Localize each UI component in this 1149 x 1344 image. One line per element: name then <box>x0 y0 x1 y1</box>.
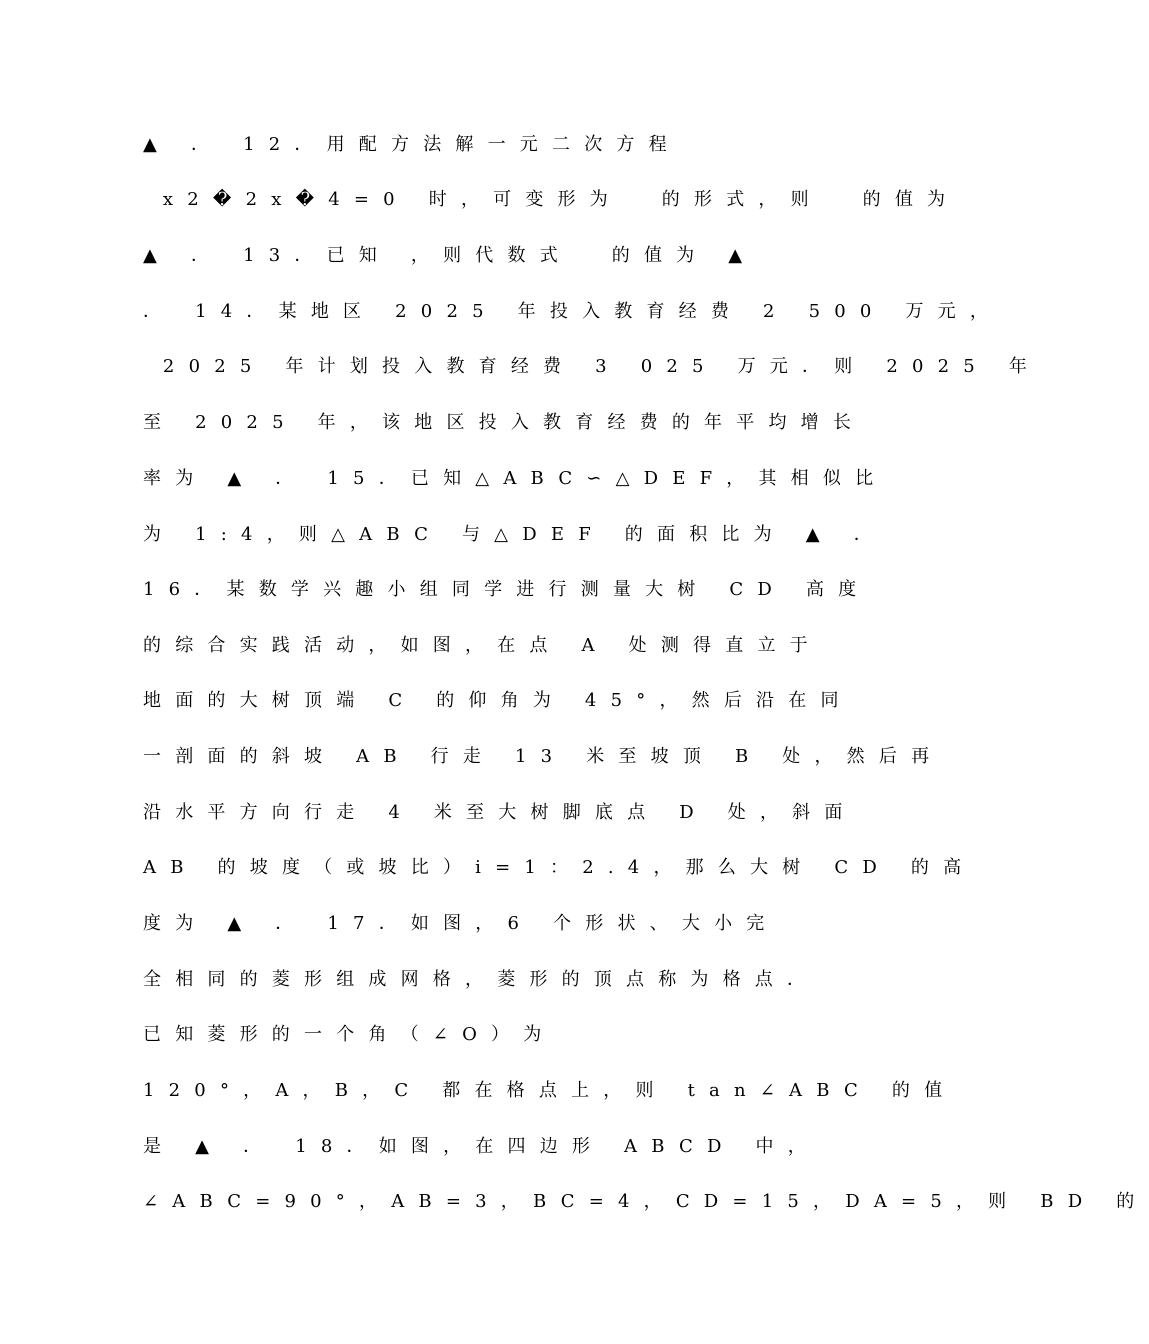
text-line: 已知菱形的一个角（∠O）为 <box>143 1024 556 1045</box>
text-line: 沿水平方向行走 4 米至大树脚底点 D 处，斜面 <box>143 802 857 823</box>
text-line: 率为 ▲ ． 15．已知△ABC∽△DEF，其相似比 <box>143 468 888 489</box>
text-line: 全相同的菱形组成网格，菱形的顶点称为格点． <box>143 969 820 990</box>
text-line: 地面的大树顶端 C 的仰角为 45°，然后沿在同 <box>143 690 853 711</box>
text-line: AB 的坡度（或坡比）i=1：2.4，那么大树 CD 的高 <box>143 857 976 878</box>
text-line: x2�2x�4=0 时，可变形为 的形式，则 的值为 <box>143 189 960 210</box>
text-line: 的综合实践活动，如图，在点 A 处测得直立于 <box>143 635 822 656</box>
text-line: 2025 年计划投入教育经费 3 025 万元．则 2025 年 <box>143 356 1042 377</box>
text-line: 120°，A，B，C 都在格点上，则 tan∠ABC 的值 <box>143 1080 957 1101</box>
text-line: ▲ ． 12．用配方法解一元二次方程 <box>143 134 681 155</box>
text-line: 16．某数学兴趣小组同学进行测量大树 CD 高度 <box>143 579 871 600</box>
text-line: ． 14．某地区 2025 年投入教育经费 2 500 万元， <box>143 301 1003 322</box>
text-line: 至 2025 年，该地区投入教育经费的年平均增长 <box>143 412 866 433</box>
text-line: 是 ▲ ． 18．如图，在四边形 ABCD 中， <box>143 1136 820 1157</box>
text-line: 为 1:4，则△ABC 与△DEF 的面积比为 ▲ ． <box>143 524 886 545</box>
text-line: 一剖面的斜坡 AB 行走 13 米至坡顶 B 处，然后再 <box>143 746 944 767</box>
text-line: ∠ABC=90°，AB=3，BC=4，CD=15，DA=5，则 BD 的 <box>143 1191 1149 1212</box>
text-line: ▲ ． 13．已知 ，则代数式 的值为 ▲ <box>143 245 757 266</box>
text-line: 度为 ▲ ． 17．如图，6 个形状、大小完 <box>143 913 779 934</box>
